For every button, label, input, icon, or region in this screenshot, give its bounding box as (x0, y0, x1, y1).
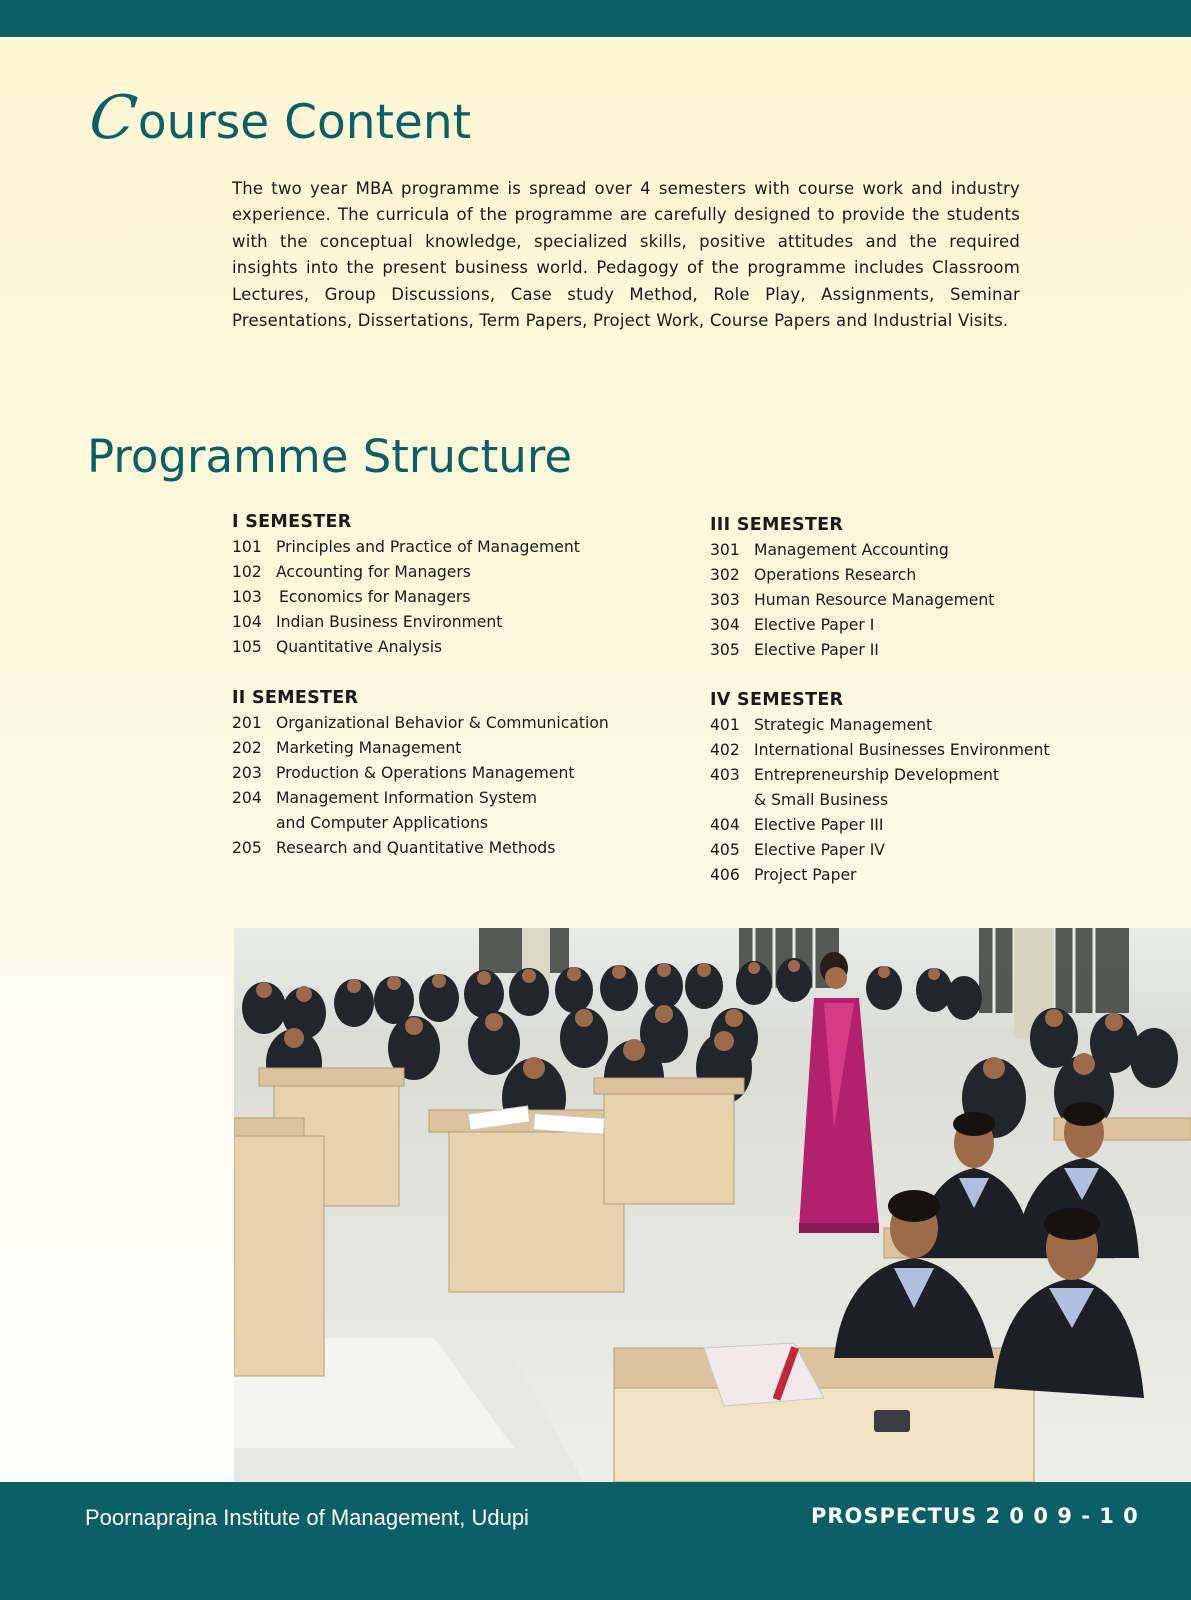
course-code: 302 (710, 566, 740, 584)
course-item (232, 535, 580, 560)
semester-title: I SEMESTER (232, 512, 352, 532)
course-item (710, 863, 1050, 888)
course-code: 406 (710, 866, 740, 884)
course-code: 304 (710, 616, 740, 634)
course-content-body: The two year MBA programme is spread over 4 semesters with course work and industry experience. The curricula of the programme are carefully designed to provide the students with the conceptual knowledge, specialized skills, positive attitudes and the required insights into the present business world. Pedagogy of the programme includes Classroom Lectures, Group Discussions, Case study Method, Role Play, Assignments, Seminar Presentations, Dissertations, Term Papers, Project Work, Course Papers and Industrial Visits. (232, 179, 1020, 331)
course-item (710, 838, 1050, 863)
semester-title: IV SEMESTER (710, 690, 844, 710)
course-name: Operations Research (754, 566, 917, 584)
semester-title: II SEMESTER (232, 688, 359, 708)
classroom-illustration (234, 928, 1191, 1482)
course-item (710, 713, 1050, 738)
course-item (232, 786, 609, 811)
classroom-photo (234, 928, 1191, 1482)
course-name: Accounting for Managers (276, 563, 471, 581)
course-name: Organizational Behavior & Communication (276, 714, 609, 732)
course-item (232, 560, 580, 585)
course-name: Management Information System (276, 789, 538, 807)
course-code: 202 (232, 739, 262, 757)
course-name: Elective Paper II (754, 641, 879, 659)
course-item (232, 836, 609, 861)
course-item (232, 761, 609, 786)
course-code: 103 (232, 588, 262, 606)
course-name: Production & Operations Management (276, 764, 575, 782)
semester-4-block (710, 690, 1050, 888)
course-item (232, 610, 580, 635)
course-item (710, 763, 1050, 788)
semester-1-block (232, 512, 580, 660)
course-code: 205 (232, 839, 262, 857)
course-item (232, 736, 609, 761)
course-code: 203 (232, 764, 262, 782)
bottom-banner (0, 1482, 1191, 1600)
course-code: 102 (232, 563, 262, 581)
course-item (710, 813, 1050, 838)
course-name: Economics for Managers (279, 588, 471, 606)
course-code: 105 (232, 638, 262, 656)
semester-2-block (232, 688, 609, 861)
heading-initial: C (85, 83, 141, 153)
institute-name: Poornaprajna Institute of Management, Udupi (85, 1505, 529, 1530)
course-content-heading (85, 83, 472, 153)
course-code: 305 (710, 641, 740, 659)
course-name: Elective Paper III (754, 816, 884, 834)
course-item (710, 613, 994, 638)
semester-3-block (710, 515, 994, 663)
course-code: 303 (710, 591, 740, 609)
course-item (232, 585, 580, 610)
course-name-continuation: & Small Business (754, 791, 889, 809)
course-name: Quantitative Analysis (276, 638, 443, 656)
course-name: Elective Paper IV (754, 841, 885, 859)
top-banner (0, 0, 1191, 37)
course-item (710, 638, 994, 663)
course-name: Strategic Management (754, 716, 933, 734)
semester-title: III SEMESTER (710, 515, 844, 535)
course-code: 104 (232, 613, 262, 631)
course-item (710, 738, 1050, 763)
heading-rest: ourse Content (137, 95, 472, 150)
prospectus-label: PROSPECTUS 2 0 0 9 - 1 0 (811, 1504, 1139, 1528)
course-item (232, 635, 580, 660)
course-code: 401 (710, 716, 740, 734)
course-item (710, 538, 994, 563)
course-name: Management Accounting (754, 541, 949, 559)
programme-structure-heading: Programme Structure (87, 430, 573, 483)
course-item (710, 563, 994, 588)
course-code: 405 (710, 841, 740, 859)
course-code: 403 (710, 766, 740, 784)
course-name: Human Resource Management (754, 591, 995, 609)
course-code: 301 (710, 541, 740, 559)
course-name-continuation: and Computer Applications (276, 814, 489, 832)
course-name: Entrepreneurship Development (754, 766, 1000, 784)
course-name: Marketing Management (276, 739, 462, 757)
course-code: 402 (710, 741, 740, 759)
course-item (710, 588, 994, 613)
course-code: 404 (710, 816, 740, 834)
course-name: Project Paper (754, 866, 857, 884)
course-code: 201 (232, 714, 262, 732)
course-name: Research and Quantitative Methods (276, 839, 556, 857)
course-name: Indian Business Environment (276, 613, 503, 631)
course-code: 101 (232, 538, 262, 556)
course-name: Elective Paper I (754, 616, 875, 634)
course-code: 204 (232, 789, 262, 807)
course-item (232, 711, 609, 736)
course-name: Principles and Practice of Management (276, 538, 580, 556)
course-name: International Businesses Environment (754, 741, 1050, 759)
